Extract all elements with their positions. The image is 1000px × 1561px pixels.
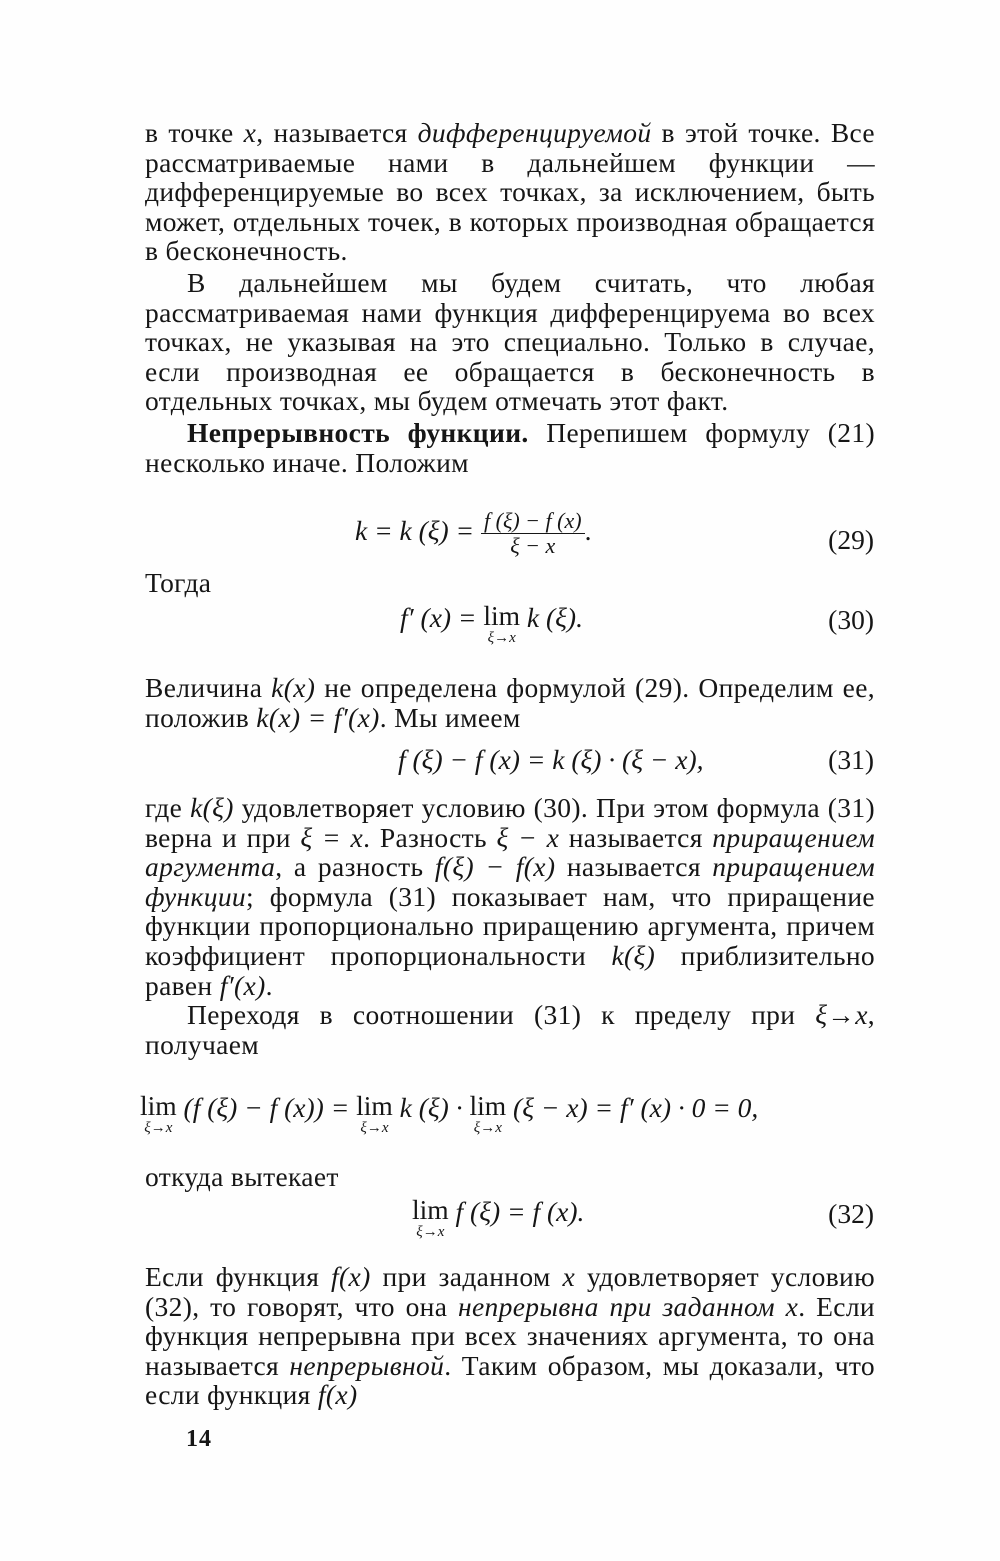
equation-label-29: (29) [828,524,874,555]
term-differentiable: дифференцируемой [417,117,652,148]
paragraph-differentiable: в точке x, называется дифференцируемой в этой точке. Все рассматриваемые нами в дальнейшем функции — дифференцируемые во всех точках, за исключением, быть может, отдельных точек, в которых производная обращается в бесконечность. [145,117,875,267]
term-argument-increment: приращением аргумента [145,821,875,883]
paragraph-continuity-definition: Если функция f(x) при заданном x удовлетворяет условию (32), то говорят, что она непрерывна при заданном x. Если функция непрерывна при всех значениях аргумента, то она называется непрерывной. Таким образом, мы доказали, что если функция f(x) [145,1261,875,1411]
limit-operator: lim ξ→x [356,1090,393,1136]
paragraph-passing-to-limit: Переходя в соотношении (31) к пределу при ξ→x, получаем [145,999,875,1060]
term-function-increment: приращением функции [145,851,875,912]
phrase-whence: откуда вытекает [145,1161,339,1192]
text-block-definition [145,673,875,732]
equation-label-32: (32) [828,1198,874,1229]
equation-limit: lim ξ→x (f (ξ) − f (x)) = lim ξ→x k (ξ) · lim ξ→x (ξ − x) = f′ (x) · 0 = 0, [140,1090,759,1136]
paragraph-continuity-intro: Непрерывность функции. Перепишем формулу (21) несколько иначе. Положим [145,416,875,478]
paragraph-value-definition: Величина k(x) не определена формулой (29). Определим ее, положив k(x) = f′(x). Мы имеем [145,672,875,733]
term-continuous-at-point: непрерывна при заданном [458,1290,786,1322]
text-block-intro [145,118,875,477]
term-continuous: непрерывной [289,1349,445,1381]
equation-31: f (ξ) − f (x) = k (ξ) · (ξ − x), [398,744,704,775]
text-block-increments [145,793,875,1059]
limit-operator: lim ξ→x [412,1194,449,1240]
word-then: Тогда [145,567,212,598]
limit-operator: lim ξ→x [140,1090,177,1136]
equation-32: lim ξ→x f (ξ) = f (x). [412,1194,585,1240]
section-heading: Непрерывность функции. [187,416,529,448]
paragraph-increments: где k(ξ) удовлетворяет условию (30). При этом формула (31) верна и при ξ = x. Разность ξ − x называется приращением аргумента, а разность f(ξ) − f(x) называется приращением функции; формула (31) показывает нам, что приращение функции пропорционально приращению аргумента, причем коэффициент пропорциональности k(ξ) приблизительно равен f′(x). [145,792,875,1001]
limit-operator: lim ξ→x [469,1090,507,1136]
equation-29: k = k (ξ) = $\frac{f (\xi) - f (x)}{\xi - x}$ . [355,508,592,558]
text-block-continuity [145,1262,875,1410]
page-number: 14 [186,1426,212,1452]
paragraph-assumption: В дальнейшем мы будем считать, что любая рассматриваемая нами функция дифференцируема во всех точках, не указывая на это специально. Только в случае, если производная ее обращается в бесконечность в отдельных точках, мы будем отмечать этот факт. [145,266,875,417]
equation-label-31: (31) [828,744,874,775]
equation-30: f′ (x) = lim ξ→x k (ξ). [400,600,583,646]
fraction: $\frac{f (\xi) - f (x)}{\xi - x}$ [481,510,585,557]
equation-label-30: (30) [828,604,874,635]
limit-operator: lim ξ→x [483,600,521,646]
